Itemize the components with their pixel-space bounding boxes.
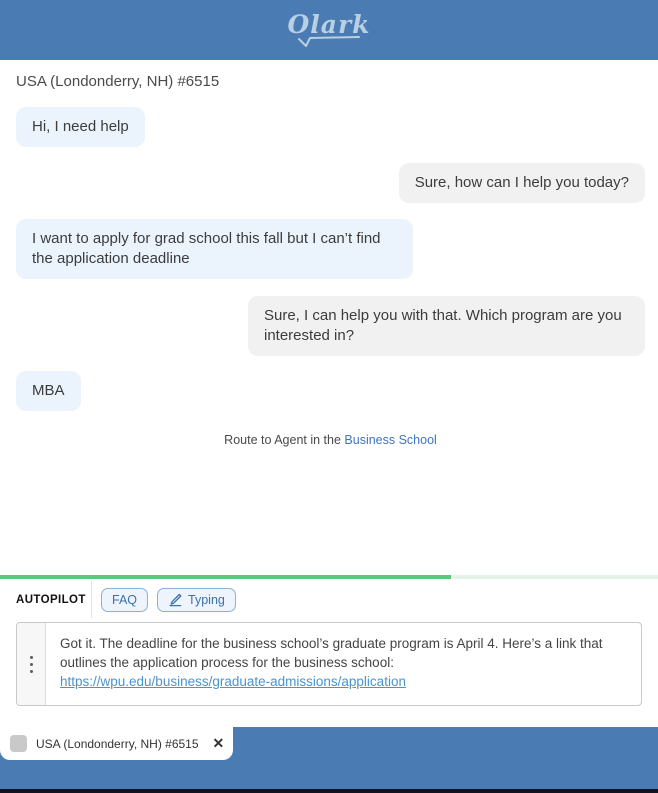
visitor-message-bubble: Hi, I need help xyxy=(16,107,145,147)
visitor-message-bubble: I want to apply for grad school this fall but I can’t find the application deadline xyxy=(16,219,413,279)
faq-chip[interactable] xyxy=(101,588,148,612)
suggestion-body xyxy=(46,623,641,705)
autopilot-progress-bar xyxy=(0,575,658,579)
drag-handle-dot xyxy=(30,670,33,673)
olark-logo-text: Olark xyxy=(287,10,371,39)
agent-message-bubble: Sure, I can help you with that. Which program are you interested in? xyxy=(248,296,645,356)
visitor-message-bubble: MBA xyxy=(16,371,81,411)
autopilot-toolbar xyxy=(0,581,658,618)
agent-message-bubble: Sure, how can I help you today? xyxy=(399,163,645,203)
suggestion-link[interactable]: https://wpu.edu/business/graduate-admissions/application xyxy=(60,674,406,689)
conversation-tab[interactable] xyxy=(0,727,233,760)
window-edge-strip xyxy=(0,789,658,793)
typing-chip-label: Typing xyxy=(188,592,225,607)
chat-transcript xyxy=(0,60,658,575)
message-row xyxy=(16,219,645,279)
autopilot-label: AUTOPILOT xyxy=(16,593,86,606)
drag-handle[interactable] xyxy=(17,623,46,705)
visitor-avatar xyxy=(10,735,27,752)
autopilot-progress-fill xyxy=(0,575,451,579)
autopilot-label-section xyxy=(0,581,92,618)
drag-handle-dot xyxy=(30,656,33,659)
faq-chip-label: FAQ xyxy=(112,592,138,607)
bottom-bar xyxy=(0,727,658,789)
message-row xyxy=(16,296,645,356)
app-header xyxy=(0,0,658,60)
conversation-tab-label: USA (Londonderry, NH) #6515 xyxy=(36,736,199,751)
pen-icon xyxy=(168,593,182,607)
suggestion-text: Got it. The deadline for the business school’s graduate program is April 4. Here’s a link that outlines the application process for the business school: xyxy=(60,636,603,670)
olark-logo-flourish xyxy=(296,36,362,48)
typing-chip[interactable] xyxy=(157,588,236,612)
message-row xyxy=(16,163,645,203)
route-business-school-link[interactable]: Business School xyxy=(344,433,437,447)
message-row xyxy=(16,371,645,411)
conversation-title: USA (Londonderry, NH) #6515 xyxy=(16,73,220,90)
route-notice-text: Route to Agent in the xyxy=(224,433,345,447)
olark-logo xyxy=(288,12,371,48)
route-notice xyxy=(16,433,645,447)
drag-handle-dot xyxy=(30,663,33,666)
message-row xyxy=(16,107,645,147)
suggestion-card xyxy=(16,622,642,706)
close-icon[interactable]: ✕ xyxy=(212,735,225,751)
